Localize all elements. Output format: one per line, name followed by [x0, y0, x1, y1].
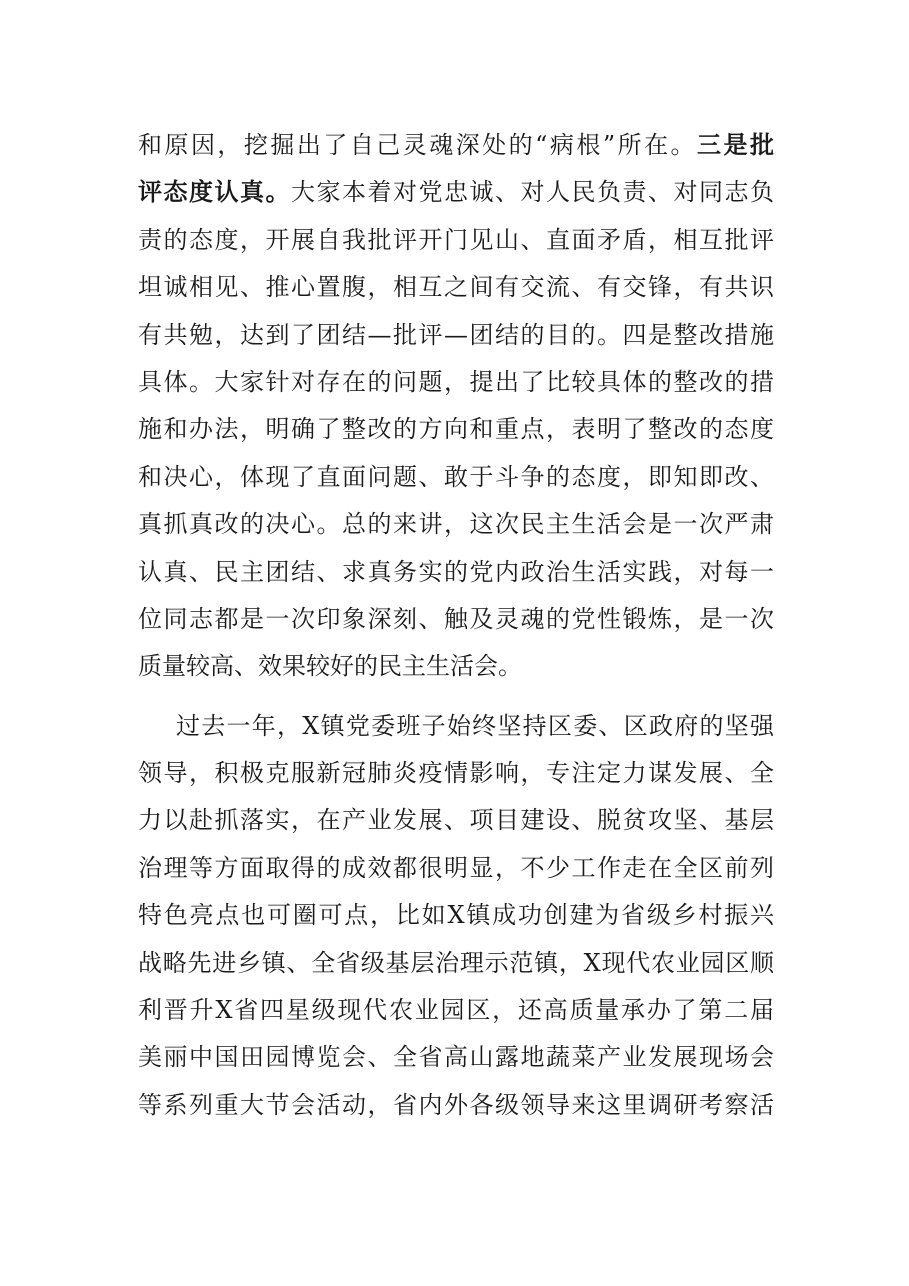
text-line: 责的态度，开展自我批评开门见山、直面矛盾，相互批评: [138, 225, 774, 254]
text-line: 有共勉，达到了团结—批评—团结的目的。四是整改措施: [138, 320, 774, 349]
paragraph-review-summary: [138, 126, 774, 695]
text-line: [138, 173, 774, 220]
text-line: 美丽中国田园博览会、全省高山露地蔬菜产业发展现场会: [138, 1043, 774, 1072]
text-line: 质量较高、效果较好的民主生活会。: [138, 652, 522, 681]
text-line: 领导，积极克服新冠肺炎疫情影响，专注定力谋发展、全: [138, 759, 774, 788]
text-line: 战略先进乡镇、全省级基层治理示范镇，X现代农业园区顺: [138, 948, 774, 977]
text-line: 位同志都是一次印象深刻、触及灵魂的党性锻炼，是一次: [138, 604, 774, 633]
bold-heading-run: 评态度认真。: [138, 178, 291, 207]
text-line: 治理等方面取得的成效都很明显，不少工作走在全区前列: [138, 853, 774, 882]
text-line: 具体。大家针对存在的问题，提出了比较具体的整改的措: [138, 367, 774, 396]
text-line: 等系列重大节会活动，省内外各级领导来这里调研考察活: [138, 1090, 774, 1119]
text-run: 大家本着对党忠诚、对人民负责、对同志负: [291, 178, 774, 207]
text-line: 力以赴抓落实，在产业发展、项目建设、脱贫攻坚、基层: [138, 806, 774, 835]
text-line: 和决心，体现了直面问题、敢于斗争的态度，即知即改、: [138, 462, 774, 491]
text-line: 真抓真改的决心。总的来讲，这次民主生活会是一次严肃: [138, 510, 774, 539]
text-line: 利晋升X省四星级现代农业园区，还高质量承办了第二届: [138, 996, 774, 1025]
text-line: [138, 126, 774, 173]
text-line: 认真、民主团结、求真务实的党内政治生活实践，对每一: [138, 557, 774, 586]
text-line: 过去一年，X镇党委班子始终坚持区委、区政府的坚强: [176, 711, 774, 740]
paragraph-spacer: [138, 695, 774, 707]
document-page: [138, 126, 774, 1133]
text-line: 坦诚相见、推心置腹，相互之间有交流、有交锋，有共识: [138, 273, 774, 302]
paragraph-past-year: [138, 707, 774, 1134]
text-line: 特色亮点也可圈可点，比如X镇成功创建为省级乡村振兴: [138, 901, 774, 930]
text-line: 施和办法，明确了整改的方向和重点，表明了整改的态度: [138, 415, 774, 444]
text-run: 和原因，挖掘出了自己灵魂深处的“病根”所在。: [138, 131, 698, 159]
bold-heading-run: 三是批: [697, 131, 775, 159]
